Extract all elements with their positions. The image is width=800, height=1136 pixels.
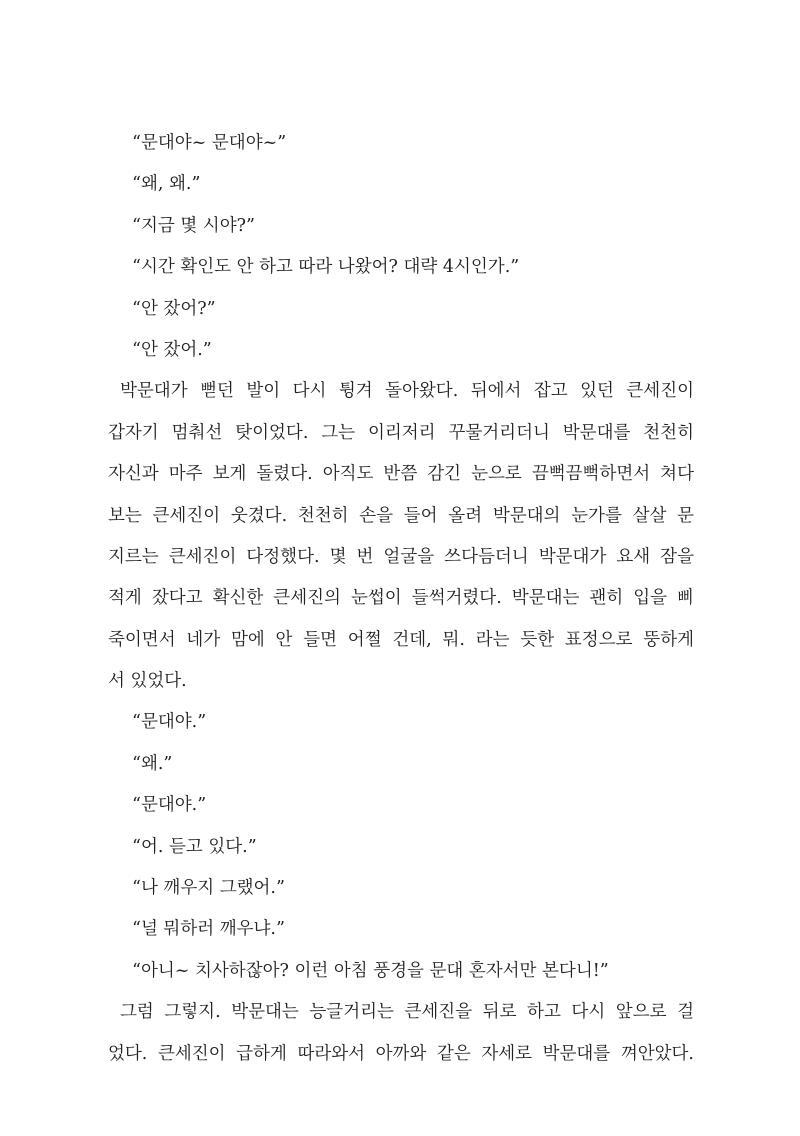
dialogue-line: “지금 몇 시야?” [132,215,255,236]
dialogue-line: “나 깨우지 그랬어.” [132,878,285,899]
dialogue-line: “왜.” [132,753,173,774]
paragraph-line: 갑자기 멈춰선 탓이었다. 그는 이리저리 꾸물거리더니 박문대를 천천히 [108,422,694,443]
dialogue-line: “왜, 왜.” [132,174,201,195]
paragraph-line: 적게 잤다고 확신한 큰세진의 눈썹이 들썩거렸다. 박문대는 괜히 입을 삐 [108,588,694,609]
paragraph-line: 지르는 큰세진이 다정했다. 몇 번 얼굴을 쓰다듬더니 박문대가 요새 잠을 [108,546,694,567]
dialogue-line: “안 잤어?” [132,298,216,319]
dialogue-line: “문대야.” [132,712,207,733]
dialogue-line: “문대야~ 문대야~” [132,133,287,153]
paragraph-line: 죽이면서 네가 맘에 안 들면 어쩔 건데, 뭐. 라는 듯한 표정으로 뚱하게 [108,629,694,650]
dialogue-line: “안 잤어.” [132,339,212,360]
dialogue-line: “어. 듣고 있다.” [132,836,257,857]
paragraph-line: 보는 큰세진이 웃겼다. 천천히 손을 들어 올려 박문대의 눈가를 살살 문 [108,505,694,526]
paragraph-line: 었다. 큰세진이 급하게 따라와서 아까와 같은 자세로 박문대를 껴안았다. [108,1043,694,1064]
paragraph-line: 서 있었다. [108,671,187,692]
paragraph-line: 자신과 마주 보게 돌렸다. 아직도 반쯤 감긴 눈으로 끔뻑끔뻑하면서 쳐다 [108,464,694,485]
dialogue-line: “널 뭐하러 깨우냐.” [132,919,285,940]
body-text [108,123,694,1075]
dialogue-line: “아니~ 치사하잖아? 이런 아침 풍경을 문대 혼자서만 본다니!” [132,960,609,981]
dialogue-line: “시간 확인도 안 하고 따라 나왔어? 대략 4시인가.” [132,257,520,278]
paragraph-line: 박문대가 뻗던 발이 다시 튕겨 돌아왔다. 뒤에서 잡고 있던 큰세진이 [120,381,694,402]
paragraph-line: 그럼 그렇지. 박문대는 능글거리는 큰세진을 뒤로 하고 다시 앞으로 걸 [120,1002,694,1023]
dialogue-line: “문대야.” [132,795,207,816]
